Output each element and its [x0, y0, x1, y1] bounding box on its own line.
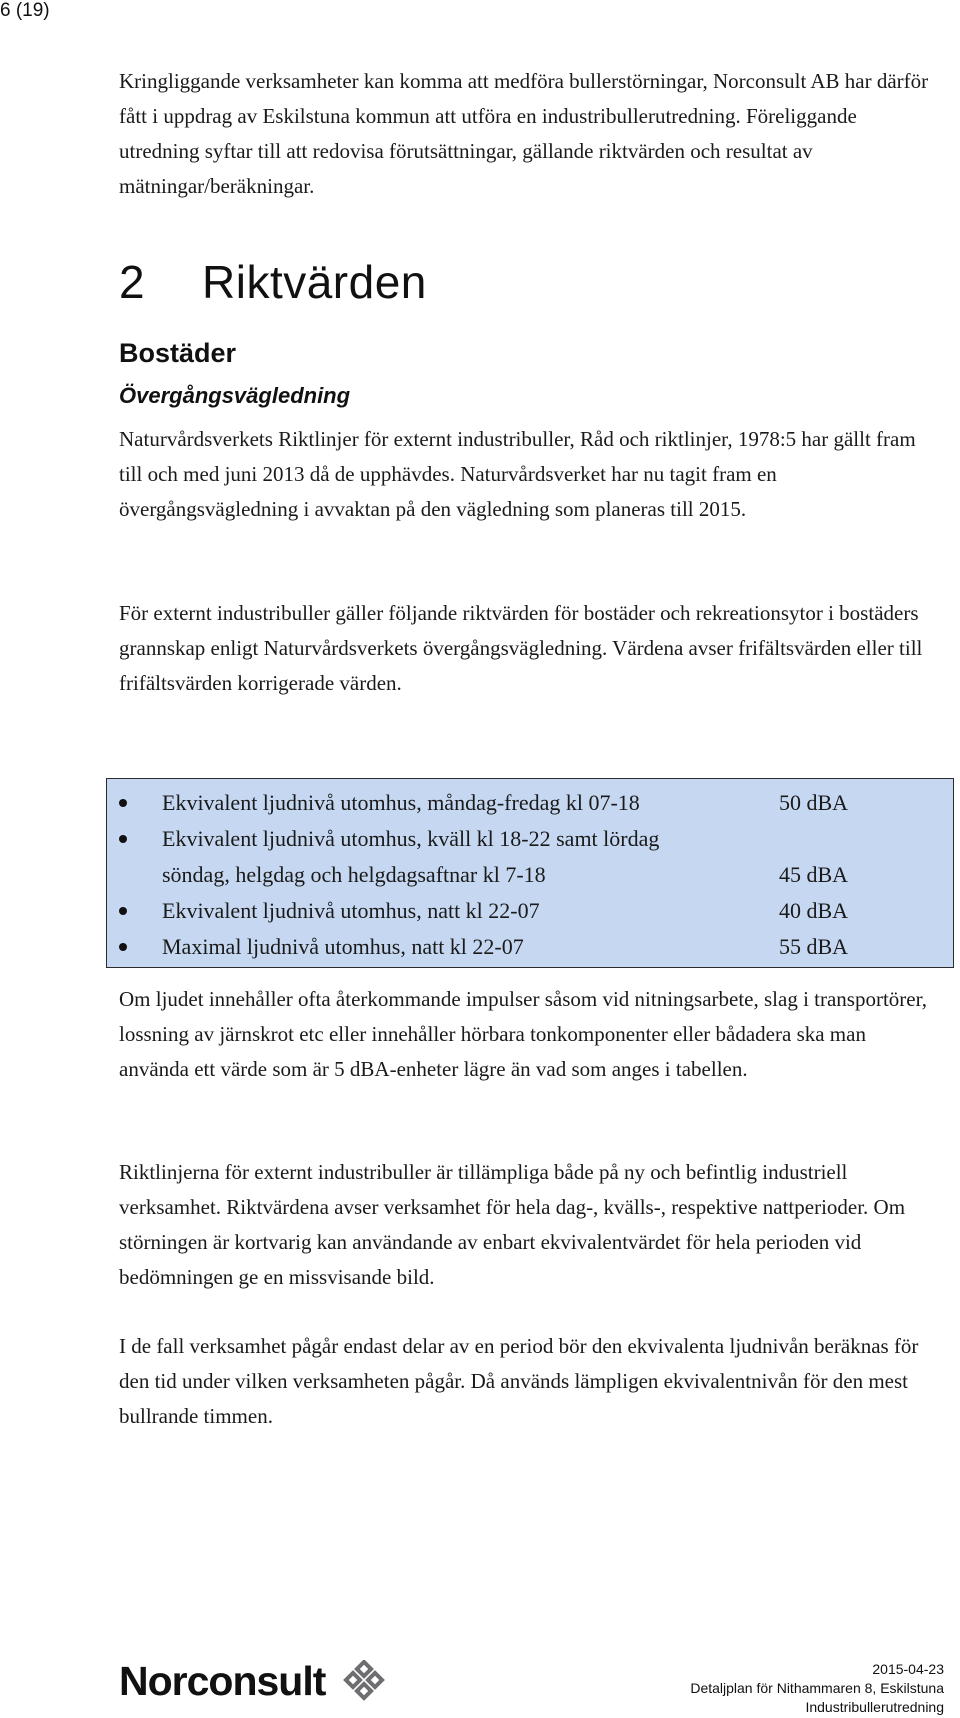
footer-info — [690, 1660, 944, 1717]
body-paragraph: Naturvårdsverkets Riktlinjer för externt industribuller, Råd och riktlinjer, 1978:5 har gällt fram till och med juni 2013 då de upphävdes. Naturvårdsverket har nu tagit fram en övergångsvägledning i avvaktan på den vägledning som planeras till 2015. — [119, 427, 916, 521]
bullet-icon — [119, 943, 127, 951]
guide-row — [107, 894, 953, 930]
footer-date: 2015-04-23 — [872, 1661, 944, 1677]
footer-plan: Detaljplan för Nithammaren 8, Eskilstuna — [690, 1680, 944, 1696]
guide-text: Maximal ljudnivå utomhus, natt kl 22-07 — [162, 934, 524, 959]
body-paragraph: Om ljudet innehåller ofta återkommande impulser såsom vid nitningsarbete, slag i transportörer, lossning av järnskrot etc eller innehåller hörbara tonkomponenter eller bådadera ska man använda ett värde som är 5 dBA-enheter lägre än vad som anges i tabellen. — [119, 987, 928, 1081]
section-heading — [119, 255, 427, 309]
guide-text: Ekvivalent ljudnivå utomhus, måndag-fredag kl 07-18 — [162, 790, 640, 815]
norconsult-diamond-icon — [343, 1660, 387, 1704]
company-logo-text: Norconsult — [119, 1658, 326, 1704]
guide-text: söndag, helgdag och helgdagsaftnar kl 7-18 — [162, 862, 546, 887]
body-paragraph: För externt industribuller gäller följande riktvärden för bostäder och rekreationsytor i bostäders grannskap enligt Naturvårdsverkets övergångsvägledning. Värdena avser frifältsvärden eller till frifältsvärden korrigerade värden. — [119, 601, 923, 695]
guide-row — [107, 930, 953, 966]
guide-value: 45 dBA — [779, 862, 849, 887]
body-paragraph: I de fall verksamhet pågår endast delar av en period bör den ekvivalenta ljudnivån beräknas för den tid under vilken verksamheten pågår. Då används lämpligen ekvivalentnivån för den mest bullrande timmen. — [119, 1334, 919, 1428]
intro-paragraph: Kringliggande verksamheter kan komma att medföra bullerstörningar, Norconsult AB har därför fått i uppdrag av Eskilstuna kommun att utföra en industribullerutredning. Föreliggande utredning syftar till att redovisa förutsättningar, gällande riktvärden och resultat av mätningar/beräkningar. — [119, 69, 929, 198]
guide-value: 50 dBA — [779, 790, 849, 815]
footer-report: Industribullerutredning — [805, 1699, 944, 1715]
bullet-icon — [119, 835, 127, 843]
subsection-heading: Bostäder — [119, 338, 237, 368]
section-title: Riktvärden — [202, 256, 427, 308]
guide-row-continuation — [107, 858, 953, 894]
guide-row — [107, 822, 953, 858]
guide-value: 40 dBA — [779, 898, 849, 923]
guide-values-box — [106, 778, 954, 968]
subsubsection-heading: Övergångsvägledning — [119, 383, 351, 408]
body-paragraph: Riktlinjerna för externt industribuller är tillämpliga både på ny och befintlig industriell verksamhet. Riktvärdena avser verksamhet för hela dag-, kvälls-, respektive nattperioder. Om störningen är kortvarig kan användande av enbart ekvivalentvärdet för hela perioden vid bedömningen ge en missvisande bild. — [119, 1160, 906, 1289]
guide-text: Ekvivalent ljudnivå utomhus, kväll kl 18-22 samt lördag — [162, 826, 660, 851]
guide-row — [107, 786, 953, 822]
page-number: 6 (19) — [0, 0, 50, 21]
guide-value: 55 dBA — [779, 934, 849, 959]
bullet-icon — [119, 907, 127, 915]
section-number: 2 — [119, 256, 146, 308]
guide-text: Ekvivalent ljudnivå utomhus, natt kl 22-07 — [162, 898, 540, 923]
bullet-icon — [119, 799, 127, 807]
